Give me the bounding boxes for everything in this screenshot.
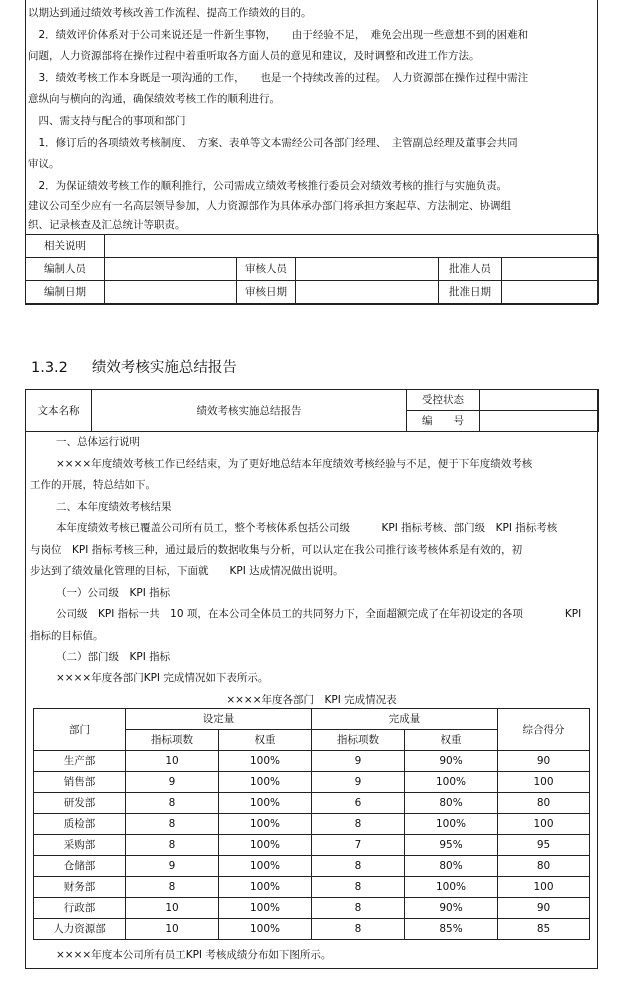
cell-score: 80: [498, 793, 590, 814]
col-header-done-items: 指标项数: [312, 730, 405, 751]
cell-done-weight: 95%: [405, 835, 498, 856]
cell-done-weight: 85%: [405, 919, 498, 940]
report-heading-results: 二、本年度绩效考核结果: [56, 501, 172, 513]
edit-date-value: [105, 281, 237, 304]
cell-set-weight: 100%: [219, 835, 312, 856]
top-text-line-1: 以期达到通过绩效考核改善工作流程、提高工作绩效的目的。: [28, 7, 312, 19]
report-heading-company-kpi: （一）公司级 KPI 指标: [56, 587, 171, 599]
cell-dept: 生产部: [34, 751, 126, 772]
cell-done-weight: 80%: [405, 856, 498, 877]
col-header-set-items: 指标项数: [126, 730, 219, 751]
table-row: [34, 898, 590, 919]
cell-set-items: 8: [126, 814, 219, 835]
kpi-table: [33, 708, 590, 940]
kpi-table-caption: ××××年度各部门 KPI 完成情况表: [226, 694, 397, 706]
cell-dept: 销售部: [34, 772, 126, 793]
editor-label: 编制人员: [26, 258, 105, 281]
top-text-line-7: 1．修订后的各项绩效考核制度、 方案、表单等文本需经公司各部门经理、 主管副总经理及董事会共同: [28, 137, 518, 149]
cell-done-items: 9: [312, 751, 405, 772]
top-text-line-5: 意纵向与横向的沟通，确保绩效考核工作的顺利进行。: [28, 93, 280, 105]
top-text-line-2: 2．绩效评价体系对于公司来说还是一件新生事物， 由于经验不足， 难免会出现一些意想不到的困难和: [28, 29, 529, 41]
cell-done-weight: 100%: [405, 772, 498, 793]
cell-done-items: 7: [312, 835, 405, 856]
top-text-line-11: 织、记录核查及汇总统计等职责。: [28, 219, 186, 231]
cell-set-items: 9: [126, 772, 219, 793]
cell-set-weight: 100%: [219, 751, 312, 772]
doc-number-label: 编 号: [407, 411, 480, 432]
cell-dept: 人力资源部: [34, 919, 126, 940]
cell-done-items: 8: [312, 856, 405, 877]
related-value: [105, 235, 599, 258]
cell-score: 100: [498, 772, 590, 793]
table-row: [34, 814, 590, 835]
cell-dept: 质检部: [34, 814, 126, 835]
cell-dept: 行政部: [34, 898, 126, 919]
table-row: [34, 793, 590, 814]
section-number: 1.3.2: [31, 360, 68, 376]
cell-score: 100: [498, 877, 590, 898]
cell-set-weight: 100%: [219, 919, 312, 940]
section-title: 绩效考核实施总结报告: [91, 360, 237, 376]
cell-set-items: 10: [126, 898, 219, 919]
cell-score: 90: [498, 898, 590, 919]
top-document-block: [25, 0, 598, 305]
report-text-line-8: ××××年度各部门KPI 完成情况如下表所示。: [56, 672, 269, 684]
cell-set-weight: 100%: [219, 793, 312, 814]
cell-score: 80: [498, 856, 590, 877]
cell-set-weight: 100%: [219, 856, 312, 877]
cell-done-weight: 100%: [405, 877, 498, 898]
cell-set-items: 8: [126, 835, 219, 856]
col-header-done-weight: 权重: [405, 730, 498, 751]
cell-score: 95: [498, 835, 590, 856]
report-text-line-5: 步达到了绩效量化管理的目标，下面就 KPI 达成情况做出说明。: [30, 565, 344, 577]
cell-dept: 研发部: [34, 793, 126, 814]
approve-date-label: 批准日期: [439, 281, 502, 304]
cell-done-items: 8: [312, 877, 405, 898]
kpi-table-body: [34, 751, 590, 940]
editor-value: [105, 258, 237, 281]
cell-score: 90: [498, 751, 590, 772]
table-row: [34, 856, 590, 877]
cell-set-weight: 100%: [219, 814, 312, 835]
col-header-set-weight: 权重: [219, 730, 312, 751]
cell-set-items: 10: [126, 919, 219, 940]
reviewer-label: 审核人员: [237, 258, 296, 281]
approver-value: [502, 258, 599, 281]
cell-set-items: 8: [126, 877, 219, 898]
top-text-line-4: 3．绩效考核工作本身既是一项沟通的工作， 也是一个持续改善的过程。 人力资源部在操作过程中需注: [28, 72, 529, 84]
cell-dept: 仓储部: [34, 856, 126, 877]
report-text-line-7: 指标的目标值。: [30, 630, 104, 642]
top-text-line-6: 四、需支持与配合的事项和部门: [28, 115, 186, 127]
doc-number-value: [480, 411, 599, 432]
col-header-score: 综合得分: [498, 709, 590, 751]
top-text-line-9: 2．为保证绩效考核工作的顺利推行，公司需成立绩效考核推行委员会对绩效考核的推行与实施负责。: [28, 180, 508, 192]
cell-done-items: 8: [312, 814, 405, 835]
cell-done-weight: 80%: [405, 793, 498, 814]
report-heading-overview: 一、总体运行说明: [56, 436, 140, 448]
cell-done-items: 8: [312, 898, 405, 919]
doc-name-label: 文本名称: [26, 390, 92, 432]
table-row: [34, 877, 590, 898]
approve-date-value: [502, 281, 599, 304]
report-heading-dept-kpi: （二）部门级 KPI 指标: [56, 651, 171, 663]
col-header-set: 设定量: [126, 709, 312, 730]
cell-done-items: 9: [312, 772, 405, 793]
signoff-table: [25, 234, 599, 304]
cell-score: 85: [498, 919, 590, 940]
cell-set-weight: 100%: [219, 772, 312, 793]
cell-done-items: 8: [312, 919, 405, 940]
report-document-block: [25, 389, 598, 969]
cell-dept: 财务部: [34, 877, 126, 898]
col-header-dept: 部门: [34, 709, 126, 751]
cell-set-items: 10: [126, 751, 219, 772]
table-row: [34, 835, 590, 856]
cell-set-weight: 100%: [219, 877, 312, 898]
table-row: [34, 772, 590, 793]
top-text-line-3: 问题，人力资源部将在操作过程中着重听取各方面人员的意见和建议，及时调整和改进工作方法。: [28, 50, 480, 62]
edit-date-label: 编制日期: [26, 281, 105, 304]
review-date-label: 审核日期: [237, 281, 296, 304]
cell-dept: 采购部: [34, 835, 126, 856]
cell-set-weight: 100%: [219, 898, 312, 919]
cell-done-items: 6: [312, 793, 405, 814]
table-row: [34, 751, 590, 772]
report-header-table: [25, 389, 599, 432]
control-status-label: 受控状态: [407, 390, 480, 411]
section-heading: [31, 359, 237, 377]
table-row: [34, 919, 590, 940]
top-text-line-10: 建议公司至少应有一名高层领导参加，人力资源部作为具体承办部门将承担方案起草、方法制定、协调组: [28, 200, 511, 212]
control-status-value: [480, 390, 599, 411]
cell-set-items: 9: [126, 856, 219, 877]
review-date-value: [296, 281, 439, 304]
related-label: 相关说明: [26, 235, 105, 258]
cell-set-items: 8: [126, 793, 219, 814]
cell-done-weight: 90%: [405, 751, 498, 772]
top-text-line-8: 审议。: [28, 158, 60, 170]
approver-label: 批准人员: [439, 258, 502, 281]
report-text-line-2: 工作的开展，特总结如下。: [30, 479, 156, 491]
report-text-line-1: ××××年度绩效考核工作已经结束，为了更好地总结本年度绩效考核经验与不足，便于下年度绩效考核: [56, 458, 533, 470]
report-text-line-3: 本年度绩效考核已覆盖公司所有员工，整个考核体系包括公司级 KPI 指标考核、部门级 KPI 指标考核: [56, 522, 558, 534]
doc-name-value: 绩效考核实施总结报告: [92, 390, 407, 432]
report-text-line-4: 与岗位 KPI 指标考核三种，通过最后的数据收集与分析，可以认定在我公司推行该考核体系是有效的，初: [30, 544, 523, 556]
cell-done-weight: 100%: [405, 814, 498, 835]
col-header-done: 完成量: [312, 709, 498, 730]
cell-score: 100: [498, 814, 590, 835]
report-text-line-6: 公司级 KPI 指标一共 10 项，在本公司全体员工的共同努力下，全面超额完成了在年初设定的各项 KPI: [56, 608, 582, 620]
report-text-after-table: ××××年度本公司所有员工KPI 考核成绩分布如下图所示。: [56, 949, 332, 961]
reviewer-value: [296, 258, 439, 281]
cell-done-weight: 90%: [405, 898, 498, 919]
